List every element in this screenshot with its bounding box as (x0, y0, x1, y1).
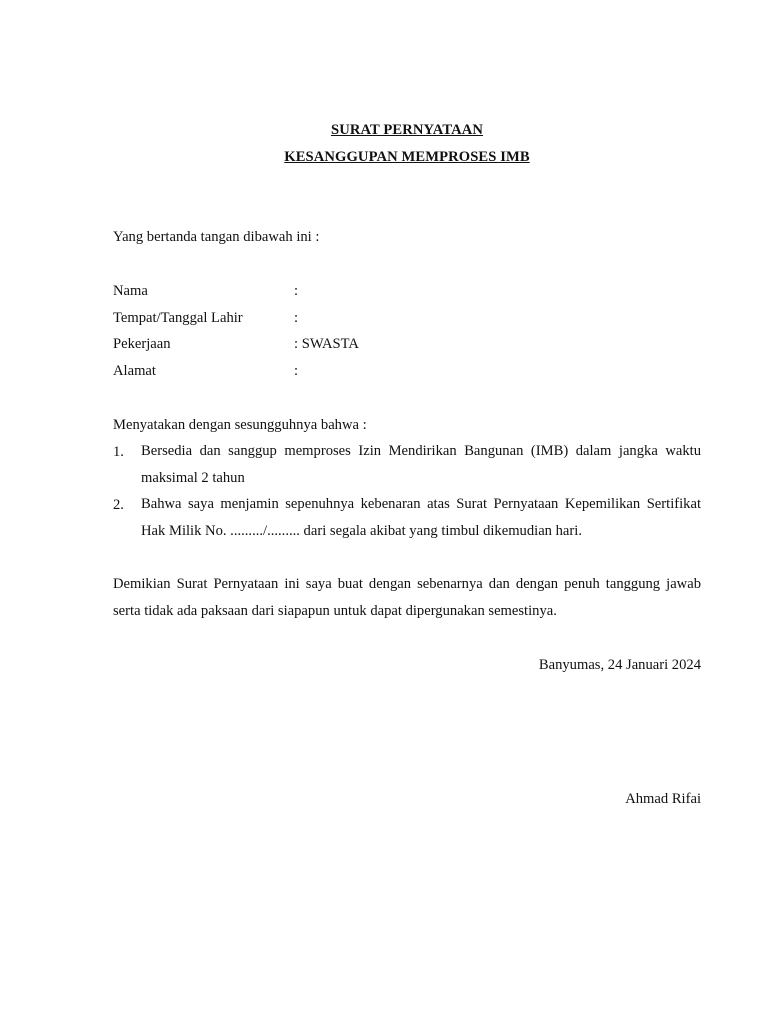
field-label: Alamat (113, 363, 156, 379)
document-subtitle: KESANGGUPAN MEMPROSES IMB (284, 149, 530, 165)
field-value: : (294, 363, 299, 379)
field-value: : SWASTA (294, 336, 359, 352)
list-number: 2. (113, 497, 124, 513)
place-date: Banyumas, 24 Januari 2024 (538, 657, 701, 673)
list-number: 1. (113, 444, 124, 460)
field-value: : (294, 310, 299, 326)
field-label: Pekerjaan (113, 336, 171, 352)
intro-text: Yang bertanda tangan dibawah ini : (113, 229, 320, 245)
statement-intro: Menyatakan dengan sesungguhnya bahwa : (113, 417, 367, 433)
list-text: Bahwa saya menjamin sepenuhnya kebenaran atas Surat Pernyataan Kepemilikan Sertifikat Hak Milik No. ........./......... dari segala akibat yang timbul dikemudian hari. (141, 496, 701, 539)
document-page (113, 0, 701, 1024)
signatory-name: Ahmad Rifai (625, 791, 701, 807)
field-label: Nama (113, 283, 148, 299)
closing-paragraph: Demikian Surat Pernyataan ini saya buat dengan sebenarnya dan dengan penuh tanggung jawab serta tidak ada paksaan dari siapapun untuk dapat dipergunakan semestinya. (113, 576, 701, 619)
field-label: Tempat/Tanggal Lahir (113, 310, 243, 326)
field-value: : (294, 283, 299, 299)
document-title: SURAT PERNYATAAN (330, 122, 484, 138)
list-text: Bersedia dan sanggup memproses Izin Mendirikan Bangunan (IMB) dalam jangka waktu maksimal 2 tahun (141, 443, 701, 486)
